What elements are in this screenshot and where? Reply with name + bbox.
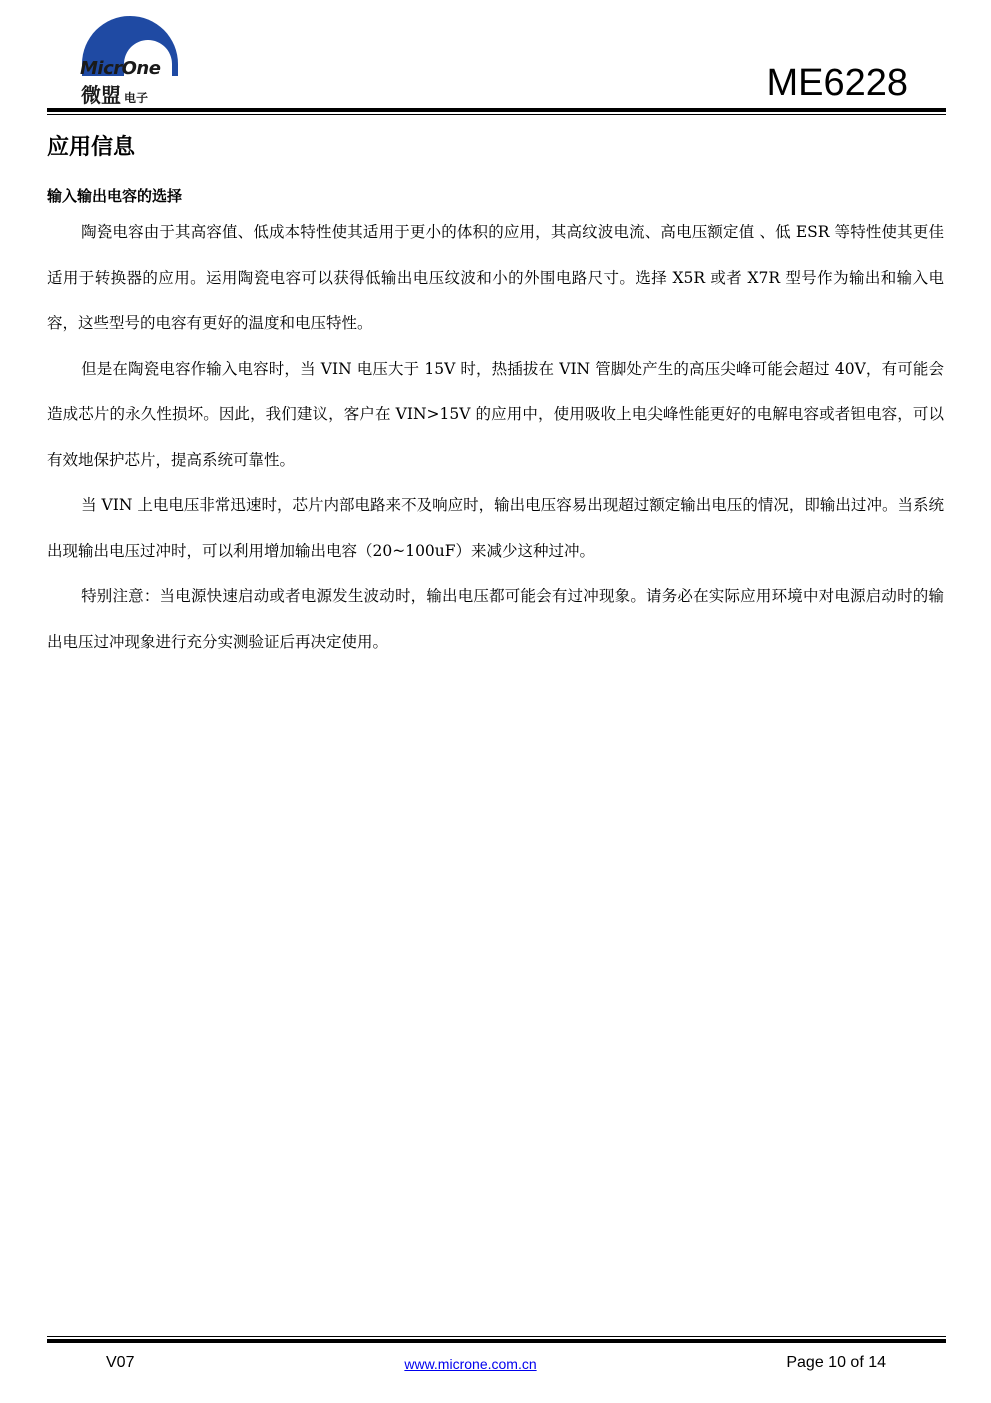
logo-chinese-name: [81, 79, 148, 108]
company-logo: [78, 14, 182, 106]
paragraph-4: 特别注意：当电源快速启动或者电源发生波动时，输出电压都可能会有过冲现象。请务必在实际应用环境中对电源启动时的输出电压过冲现象进行充分实测验证后再决定使用。: [47, 587, 944, 651]
footer-version: V07: [106, 1354, 135, 1371]
section-title: 应用信息: [47, 135, 136, 160]
body-text: [47, 210, 944, 665]
header-rule-thick: [47, 108, 946, 112]
sub-title: 输入输出电容的选择: [47, 187, 183, 205]
footer-page-number: Page 10 of 14: [786, 1354, 886, 1371]
footer-rule-thick: [47, 1339, 946, 1343]
paragraph-2: 但是在陶瓷电容作输入电容时，当 VIN 电压大于 15V 时，热插拔在 VIN 管脚处产生的高压尖峰可能会超过 40V，有可能会造成芯片的永久性损坏。因此，我们建议，客户在 VIN>15V 的应用中，使用吸收上电尖峰性能更好的电解电容或者钽电容，可以有效地保护芯片，提高系统可靠性。: [47, 359, 944, 469]
logo-chinese-sub: 电子: [124, 91, 149, 105]
paragraph-1: 陶瓷电容由于其高容值、低成本特性使其适用于更小的体积的应用，其高纹波电流、高电压额定值 、低 ESR 等特性使其更佳适用于转换器的应用。运用陶瓷电容可以获得低输出电压纹波和小的外围电路尺寸。选择 X5R 或者 X7R 型号作为输出和输入电容，这些型号的电容有更好的温度和电压特性。: [47, 223, 944, 332]
header-rule-thin: [47, 114, 946, 115]
model-number: ME6228: [766, 62, 908, 104]
footer-website-link[interactable]: www.microne.com.cn: [404, 1356, 537, 1372]
logo-chinese-main: 微盟: [81, 83, 121, 107]
paragraph-3: 当 VIN 上电电压非常迅速时，芯片内部电路来不及响应时，输出电压容易出现超过额定输出电压的情况，即输出过冲。当系统出现输出电压过冲时，可以利用增加输出电容（20~100uF）来减少这种过冲。: [47, 496, 944, 560]
footer-rule-thin: [47, 1336, 946, 1337]
logo-english-name: MicrOne: [80, 58, 161, 79]
